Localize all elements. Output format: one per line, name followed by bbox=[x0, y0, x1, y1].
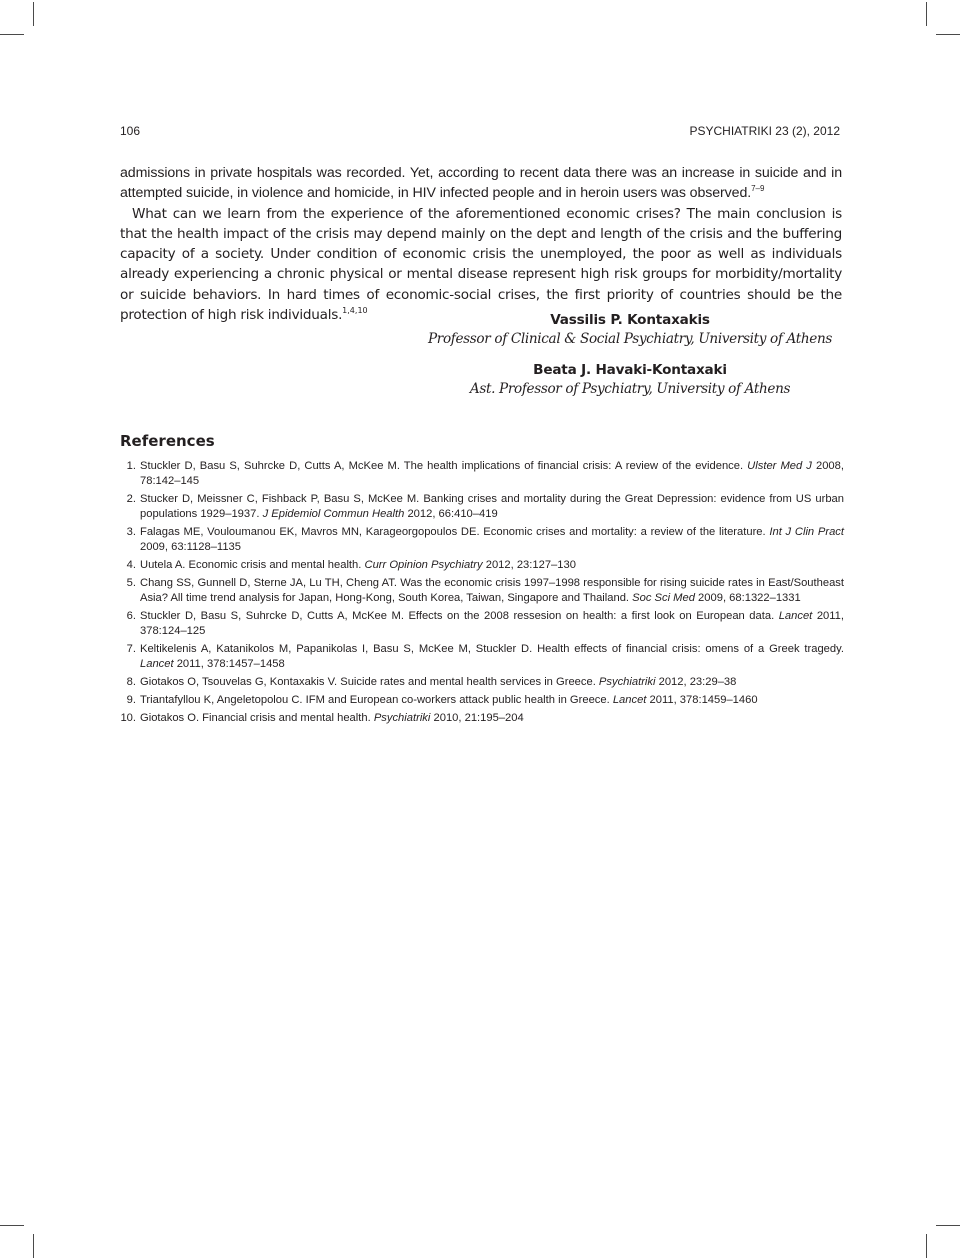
paragraph: What can we learn from the experience of the aforementioned economic crises? The main conclusion is that the health impact of the crisis may depend mainly on the dept and length of the crisis and the buffering capacity of a society. Under condition of economic crisis the unemployed, the poor as well as individuals already experiencing a chronic physical or mental disease represent high risk groups for morbidity/mortality or suicide behaviors. In hard times of economic-social crises, the first priority of countries should be the protection of high risk individuals.$^{1,4,10}$ bbox=[120, 205, 842, 324]
reference-item: 10. Giotakos O. Financial crisis and mental health. Psychiatriki 2010, 21:195–204 bbox=[120, 712, 524, 724]
reference-item: 2. Stucker D, Meissner C, Fishback P, Basu S, McKee M. Banking crises and mortality during the Great Depression: evidence from US urban populations 1929–1937. J Epidemiol Commun Health 2012, 66:410–419 bbox=[126, 493, 844, 520]
reference-item: 1. Stuckler D, Basu S, Suhrcke D, Cutts A, McKee M. The health implications of financial crisis: A review of the evidence. Ulster Med J 2008, 78:142–145 bbox=[126, 460, 844, 487]
page-number: 106 bbox=[120, 124, 141, 138]
citation-superscript: 1,4,10 bbox=[342, 306, 368, 316]
author-affiliation: Ast. Professor of Psychiatry, University of Athens bbox=[469, 381, 791, 397]
references-heading: References bbox=[120, 432, 215, 450]
reference-item: 9. Triantafyllou K, Angeletopolou C. IFM and European co-workers attack public health in Greece. Lancet 2011, 378:1459–1460 bbox=[126, 694, 758, 706]
author-affiliation: Professor of Clinical & Social Psychiatry, University of Athens bbox=[428, 331, 832, 347]
crop-mark bbox=[33, 1234, 34, 1258]
crop-mark bbox=[936, 1225, 960, 1226]
reference-item: 5. Chang SS, Gunnell D, Sterne JA, Lu TH, Cheng AT. Was the economic crisis 1997–1998 responsible for rising suicide rates in East/Southeast Asia? All time trend analysis for Japan, Hong-Kong, South Korea, Taiwan, Singapore and Thailand. Soc Sci Med 2009, 68:1322–1331 bbox=[126, 577, 844, 604]
reference-item: 6. Stuckler D, Basu S, Suhrcke D, Cutts A, McKee M. Effects on the 2008 ressesion on health: a first look on European data. Lancet 2011, 378:124–125 bbox=[126, 610, 844, 637]
journal-title: PSYCHIATRIKI 23 (2), 2012 bbox=[689, 124, 840, 138]
body-text bbox=[120, 163, 842, 325]
reference-item: 4. Uutela A. Economic crisis and mental health. Curr Opinion Psychiatry 2012, 23:127–130 bbox=[126, 559, 576, 571]
author-name: Vassilis P. Kontaxakis bbox=[550, 312, 710, 328]
author-signature bbox=[420, 362, 840, 397]
crop-mark bbox=[0, 34, 24, 35]
reference-item: 7. Keltikelenis A, Katanikolos M, Papanikolas I, Basu S, McKee M, Stuckler D. Health effects of financial crisis: omens of a Greek tragedy. Lancet 2011, 378:1457–1458 bbox=[126, 643, 844, 670]
crop-mark bbox=[0, 1225, 24, 1226]
crop-mark bbox=[936, 34, 960, 35]
crop-mark bbox=[926, 1234, 927, 1258]
paragraph: admissions in private hospitals was recorded. Yet, according to recent data there was an increase in suicide and in attempted suicide, in violence and homicide, in HIV infected people and in heroin users was observed.$^{7-9}$ bbox=[120, 165, 842, 202]
running-header bbox=[120, 124, 840, 138]
crop-mark bbox=[33, 2, 34, 26]
crop-mark bbox=[926, 2, 927, 26]
author-signature bbox=[420, 312, 840, 347]
author-name: Beata J. Havaki-Kontaxaki bbox=[533, 362, 727, 378]
reference-list bbox=[120, 459, 844, 729]
reference-item: 8. Giotakos O, Tsouvelas G, Kontaxakis V. Suicide rates and mental health services in Greece. Psychiatriki 2012, 23:29–38 bbox=[126, 676, 737, 688]
reference-item: 3. Falagas ME, Vouloumanou EK, Mavros MN, Karageorgopoulos DE. Economic crises and mortality: a review of the literature. Int J Clin Pract 2009, 63:1128–1135 bbox=[126, 526, 844, 553]
citation-superscript: 7–9 bbox=[751, 184, 765, 194]
